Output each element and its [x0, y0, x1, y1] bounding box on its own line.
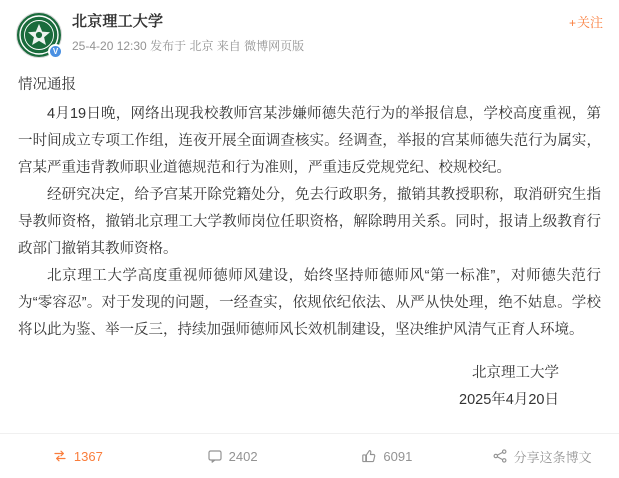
- verified-badge-icon: V: [48, 44, 63, 59]
- post-paragraph-3: 北京理工大学高度重视师德师风建设，始终坚持师德师风“第一标准”，对师德失范行为“零容忍”。对于发现的问题，一经查实，依规依纪依法、从严从快处理，绝不姑息。学校将以此为鉴、举一反三，持续加强师德师风长效机制建设，坚决维护风清气正育人环境。: [18, 268, 601, 338]
- publish-prefix: 发布于: [150, 39, 187, 53]
- share-button[interactable]: [464, 434, 619, 478]
- post-title: 情况通报: [18, 77, 76, 93]
- post-content: [0, 58, 619, 414]
- post-signature: [18, 360, 601, 414]
- comment-count: 2402: [228, 448, 258, 464]
- repost-icon: [52, 448, 68, 464]
- post-meta: [72, 38, 603, 55]
- avatar[interactable]: [16, 12, 62, 58]
- signature-date: 2025年4月20日: [459, 392, 559, 408]
- signature-org: 北京理工大学: [472, 365, 559, 381]
- follow-label: 关注: [576, 15, 603, 30]
- thumbs-up-icon: [361, 448, 377, 464]
- like-button[interactable]: [310, 434, 465, 478]
- comment-icon: [207, 448, 223, 464]
- share-icon: [492, 448, 508, 464]
- post-timestamp: 25-4-20 12:30: [72, 39, 147, 53]
- repost-count: 1367: [73, 448, 103, 464]
- follow-button[interactable]: [569, 14, 603, 32]
- post-source[interactable]: 微博网页版: [244, 39, 305, 53]
- comment-button[interactable]: [155, 434, 310, 478]
- post-actions: [0, 434, 619, 478]
- plus-icon: +: [568, 16, 576, 30]
- source-prefix: 来自: [216, 39, 241, 53]
- author-name[interactable]: 北京理工大学: [72, 13, 164, 30]
- post-paragraph-2: 经研究决定，给予宫某开除党籍处分，免去行政职务，撤销其教授职称，取消研究生指导教师资格，撤销北京理工大学教师岗位任职资格，解除聘用关系。同时，报请上级教育行政部门撤销其教师资格。: [18, 187, 601, 257]
- post-header: [0, 0, 619, 58]
- post-location[interactable]: 北京: [189, 39, 214, 53]
- author-info: [72, 10, 603, 55]
- share-label: 分享这条博文: [513, 449, 592, 465]
- like-count: 6091: [383, 448, 413, 464]
- post-paragraph-1: 4月19日晚，网络出现我校教师宫某涉嫌师德失范行为的举报信息，学校高度重视，第一时间成立专项工作组，连夜开展全面调查核实。经调查，举报的宫某师德失范行为属实，宫某严重违背教师职业道德规范和行为准则，严重违反党规党纪、校规校纪。: [18, 106, 601, 176]
- repost-button[interactable]: [0, 434, 155, 478]
